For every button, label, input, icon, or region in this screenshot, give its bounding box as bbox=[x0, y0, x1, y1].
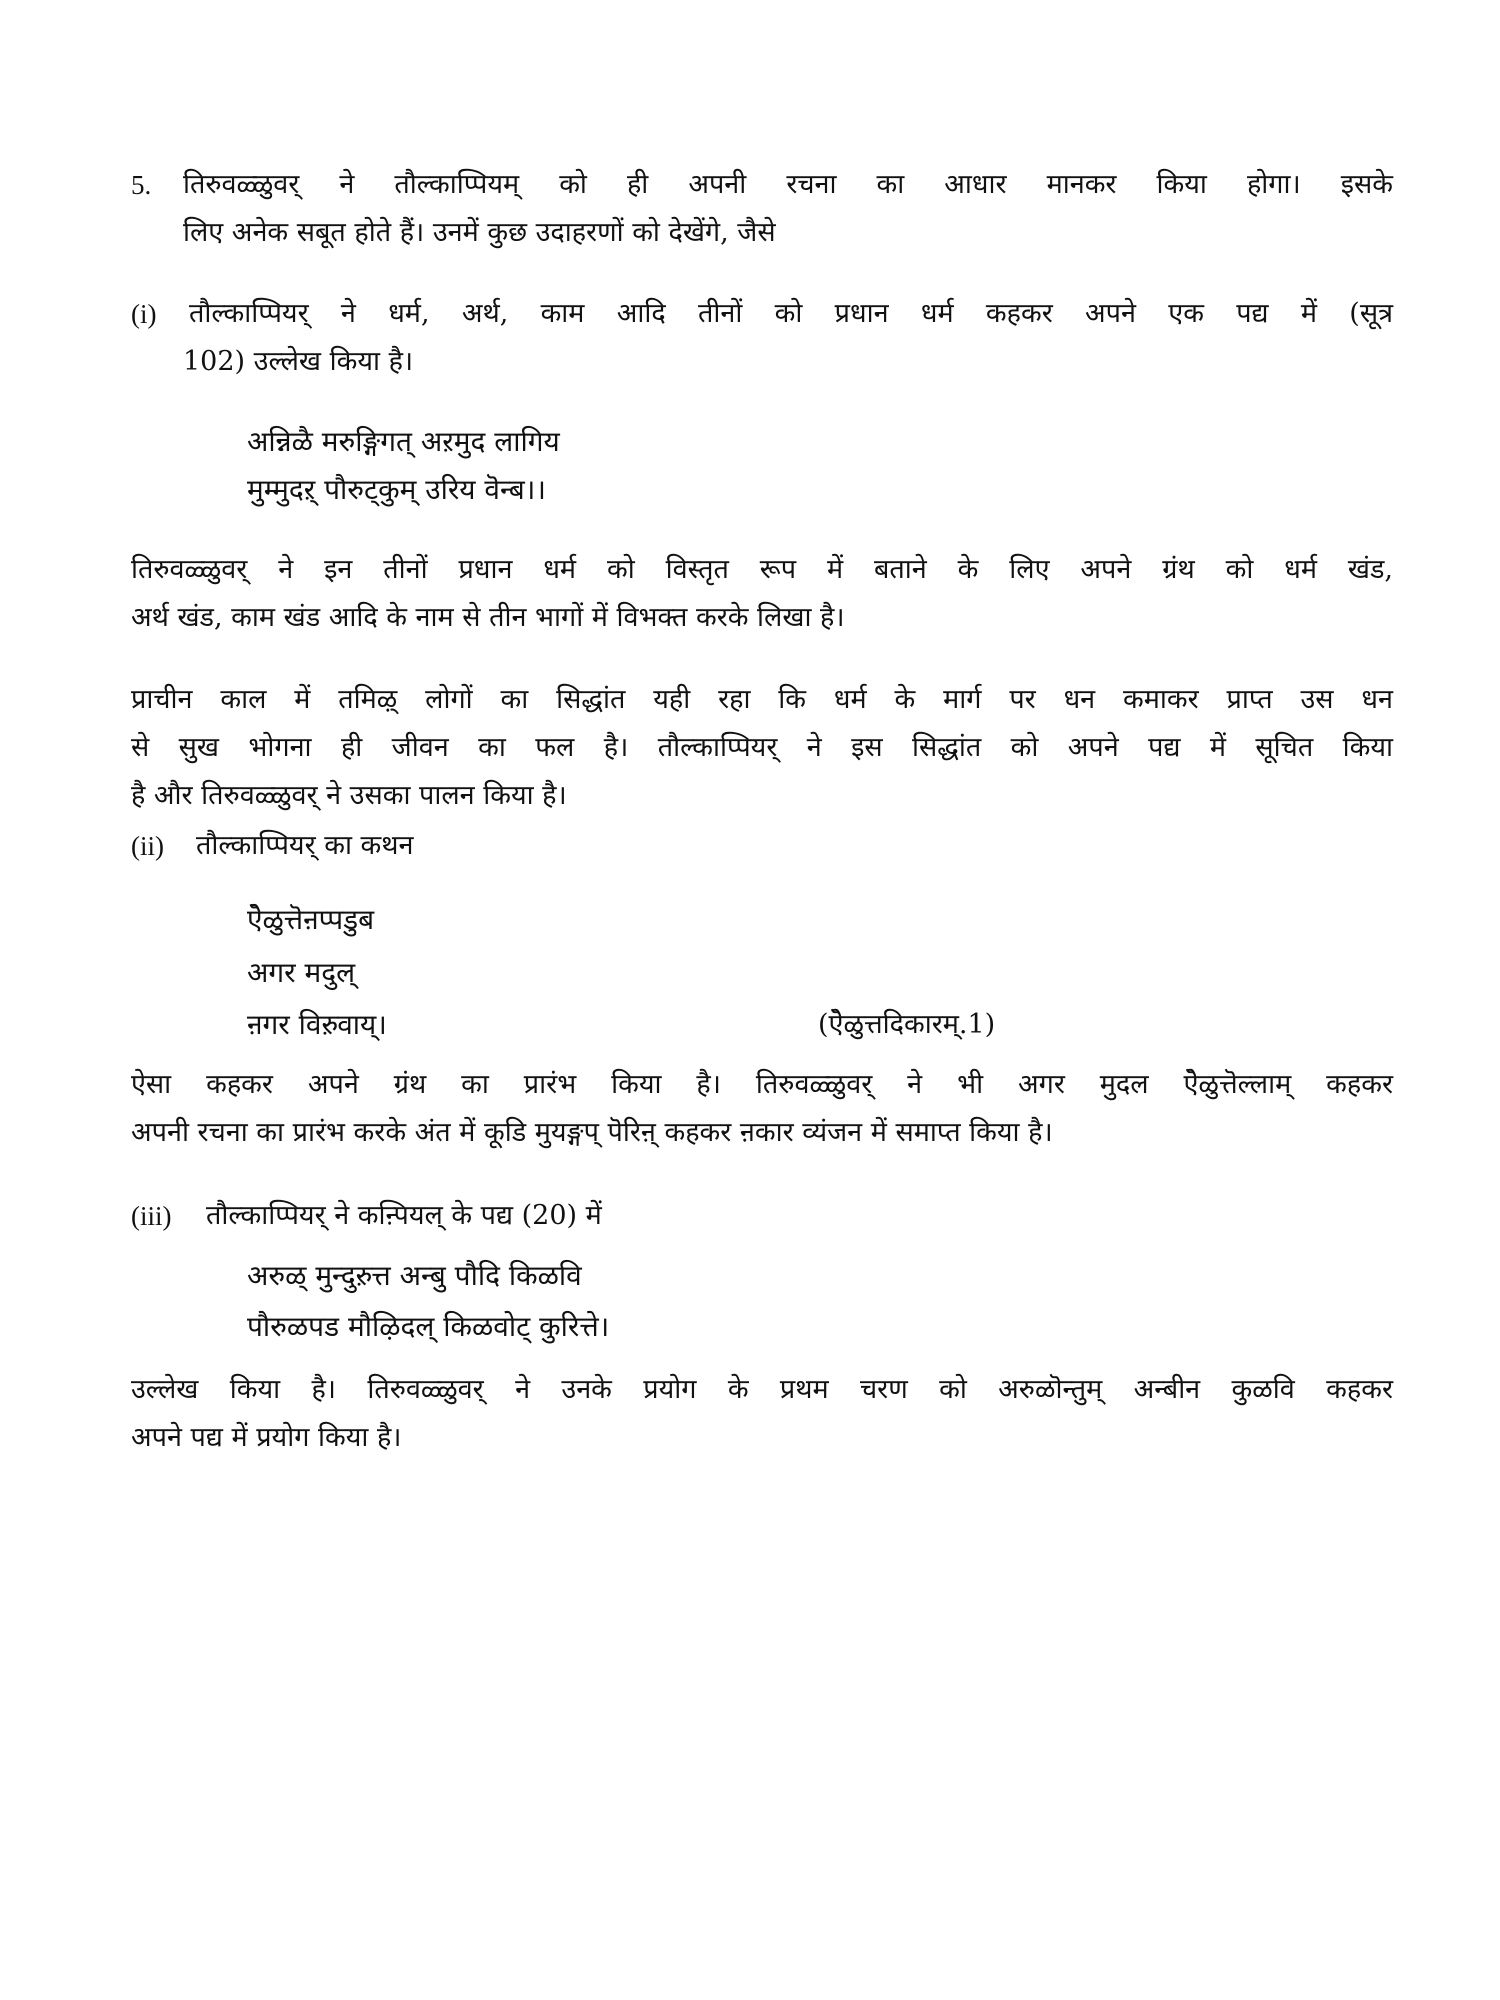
verse-line: अन्निळै मरुङ्गिगत् अऱमुद लागिय bbox=[247, 425, 560, 458]
item5-line-2: लिए अनेक सबूत होते हैं। उनमें कुछ उदाहरणों को देखेंगे, जैसे bbox=[183, 217, 776, 248]
point1-line-1: तौल्काप्पियर् ने धर्म, अर्थ, काम आदि तीनों को प्रधान धर्म कहकर अपने एक पद्य में (सूत्र bbox=[189, 298, 1393, 329]
verse-line: अरुळ् मुन्दुऱुत्त अन्बु पौदि किळवि bbox=[247, 1259, 582, 1292]
paragraph-line: अर्थ खंड, काम खंड आदि के नाम से तीन भागों में विभक्त करके लिखा है। bbox=[131, 602, 845, 633]
paragraph-line: अपने पद्य में प्रयोग किया है। bbox=[131, 1422, 402, 1453]
paragraph-line: प्राचीन काल में तमिऴ् लोगों का सिद्धांत यही रहा कि धर्म के मार्ग पर धन कमाकर प्राप्त उस धन bbox=[131, 684, 1393, 715]
point-2-marker: (ii) bbox=[131, 831, 164, 861]
paragraph-line: तिरुवळ्ळुवर् ने इन तीनों प्रधान धर्म को विस्तृत रूप में बताने के लिए अपने ग्रंथ को धर्म खंड, bbox=[131, 554, 1393, 585]
point2-heading: तौल्काप्पियर् का कथन bbox=[196, 830, 414, 861]
verse-line: ऩगर विऱुवाय्। bbox=[247, 1008, 387, 1041]
point1-line-2: 102) उल्लेख किया है। bbox=[183, 346, 414, 377]
verse-line: ऐॆळुत्तॆऩप्पडुब bbox=[247, 903, 375, 936]
citation: (ऐॆळुत्तदिकारम्.1) bbox=[818, 1009, 996, 1040]
paragraph-line: है और तिरुवळ्ळुवर् ने उसका पालन किया है। bbox=[131, 780, 567, 811]
point-3-marker: (iii) bbox=[131, 1201, 172, 1231]
point3-heading: तौल्काप्पियर् ने कऩ्पियल् के पद्य (20) में bbox=[206, 1200, 602, 1231]
paragraph-line: अपनी रचना का प्रारंभ करके अंत में कूडि मुयङ्गप् पॆरिऩ् कहकर ऩकार व्यंजन में समाप्त किया है। bbox=[131, 1117, 1053, 1148]
verse-line: अगर मदुल् bbox=[247, 956, 356, 989]
verse-line: पौरुळपड मौऴिदल् किळवोट् कुरित्ते। bbox=[247, 1310, 610, 1343]
point-1-marker: (i) bbox=[131, 299, 157, 329]
paragraph-line: ऐसा कहकर अपने ग्रंथ का प्रारंभ किया है। तिरुवळ्ळुवर् ने भी अगर मुदल ऐॆळुत्तॆल्लाम् कहकर bbox=[131, 1069, 1393, 1100]
verse-line: मुम्मुदऱ् पौरुट्कुम् उरिय वॆन्ब।। bbox=[247, 473, 547, 506]
paragraph-line: से सुख भोगना ही जीवन का फल है। तौल्काप्पियर् ने इस सिद्धांत को अपने पद्य में सूचित किया bbox=[131, 732, 1393, 763]
item5-line-1: तिरुवळ्ळुवर् ने तौल्काप्पियम् को ही अपनी रचना का आधार मानकर किया होगा। इसके bbox=[183, 169, 1393, 200]
paragraph-line: उल्लेख किया है। तिरुवळ्ळुवर् ने उनके प्रयोग के प्रथम चरण को अरुळॊन्तुम् अन्बीन कुळवि कहकर bbox=[131, 1374, 1393, 1405]
item-number: 5. bbox=[131, 170, 152, 200]
